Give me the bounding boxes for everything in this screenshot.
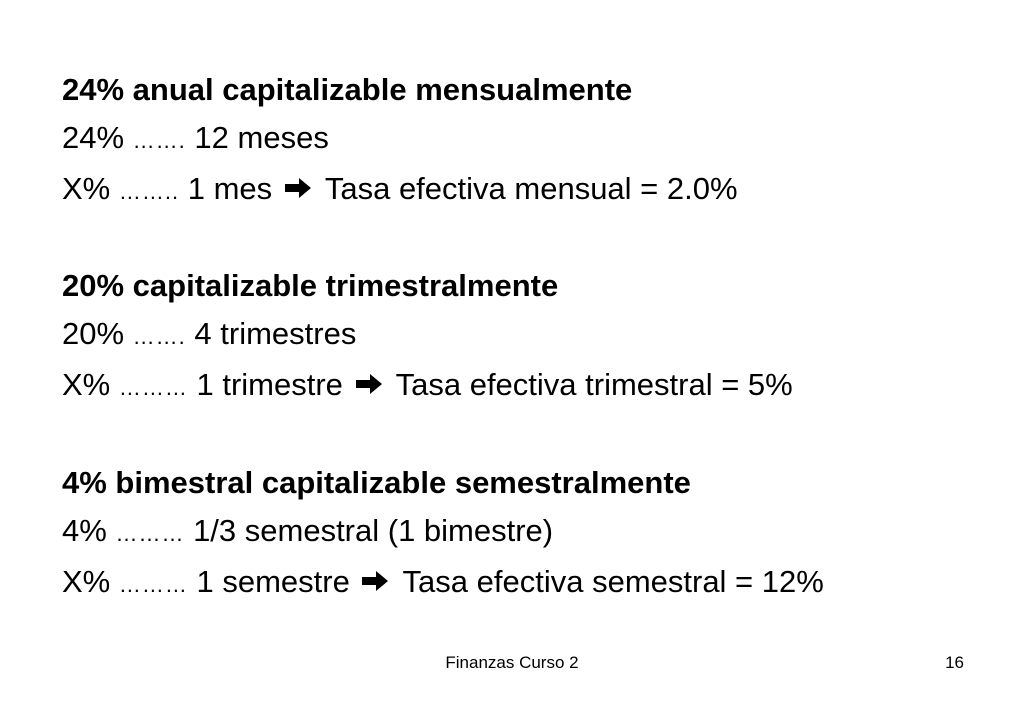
rate-value: 20% (62, 316, 125, 351)
calc-line (62, 114, 738, 165)
leader-dots: ……… (118, 572, 188, 597)
right-arrow-icon (283, 176, 313, 200)
leader-dots: …….. (118, 179, 180, 204)
calc-line (62, 165, 738, 216)
right-arrow-icon (360, 569, 390, 593)
effective-rate-result: Tasa efectiva trimestral = 5% (395, 367, 793, 402)
page-number: 16 (945, 653, 964, 672)
rate-value: 4% (62, 513, 107, 548)
calc-line (62, 310, 793, 361)
rate-value: X% (62, 171, 111, 206)
footer-title: Finanzas Curso 2 (445, 653, 579, 672)
leader-dots: ……… (118, 375, 188, 400)
effective-rate-result: Tasa efectiva semestral = 12% (402, 564, 824, 599)
effective-rate-result: Tasa efectiva mensual = 2.0% (324, 171, 738, 206)
period-value: 1 semestre (196, 564, 350, 599)
period-value: 12 meses (194, 120, 329, 155)
section-heading: 20% capitalizable trimestralmente (62, 268, 559, 303)
period-value: 1/3 semestral (1 bimestre) (193, 513, 554, 548)
calc-line (62, 361, 793, 412)
rate-value: X% (62, 367, 111, 402)
calc-line (62, 558, 824, 609)
leader-dots: ……. (132, 324, 186, 349)
right-arrow-icon (354, 372, 384, 396)
leader-dots: ……… (115, 521, 185, 546)
section-semiannual (62, 459, 824, 609)
section-monthly (62, 66, 738, 216)
calc-line (62, 507, 824, 558)
section-heading: 4% bimestral capitalizable semestralmente (62, 465, 691, 500)
section-heading: 24% anual capitalizable mensualmente (62, 72, 633, 107)
rate-value: 24% (62, 120, 125, 155)
period-value: 1 mes (187, 171, 273, 206)
period-value: 1 trimestre (196, 367, 343, 402)
section-quarterly (62, 262, 793, 412)
rate-value: X% (62, 564, 111, 599)
period-value: 4 trimestres (194, 316, 357, 351)
leader-dots: ……. (132, 128, 186, 153)
